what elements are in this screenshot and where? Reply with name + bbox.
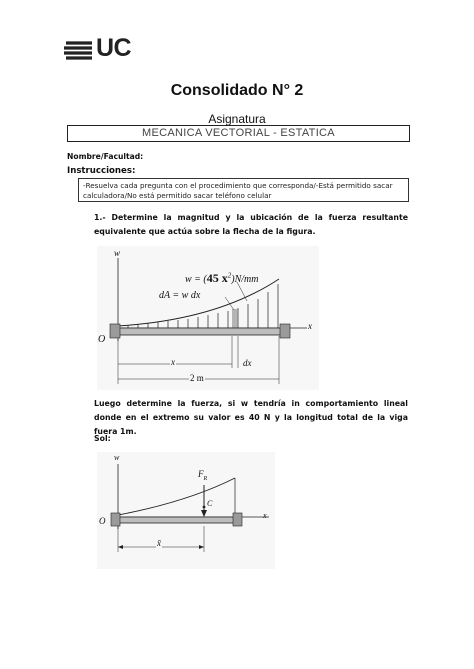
x-axis-label: x: [308, 321, 312, 331]
course-name-box: MECANICA VECTORIAL - ESTATICA: [67, 125, 410, 142]
question-1-followup: Luego determine la fuerza, si w tendría in comportamiento lineal donde en el extremo su valor es 40 N y la longitud total de la viga fuera 1m.: [94, 399, 408, 436]
subject-label: Asignatura: [208, 112, 266, 126]
w-axis-label: w: [114, 453, 120, 462]
dimension-x-label: x: [171, 357, 175, 367]
instructions-label: Instrucciones:: [67, 166, 136, 176]
w-axis-label: w: [114, 248, 121, 258]
logo-text: UC: [96, 34, 132, 62]
uc-logo-icon: [62, 37, 96, 63]
solution-label: Sol:: [94, 434, 111, 443]
figure-1-distributed-load: [97, 246, 319, 390]
dA-equation: dA = w dx: [159, 290, 201, 301]
dimension-dx-label: dx: [243, 358, 252, 368]
dimension-total-label: 2 m: [190, 373, 204, 383]
page-title: Consolidado N° 2: [170, 82, 304, 99]
instructions-box: -Resuelva cada pregunta con el procedimiento que corresponda/-Está permitido sacar calculadora/No está permitido sacar teléfono celular: [78, 178, 409, 202]
centroid-label: C: [207, 499, 213, 508]
resultant-force-label: $F_R$: [198, 469, 208, 482]
name-faculty-label: Nombre/Facultad:: [67, 152, 144, 161]
xbar-dimension-label: x̄: [157, 538, 161, 548]
figure-2-resultant-force: [97, 452, 275, 569]
load-equation: w = (45 $x^2)N/mm$: [185, 271, 259, 285]
origin-label: O: [99, 516, 106, 526]
x-axis-label: x: [263, 511, 267, 520]
question-1-text: 1.- Determine la magnitud y la ubicación de la fuerza resultante equivalente que actúa sobre la flecha de la figura.: [94, 213, 408, 236]
origin-label: O: [98, 334, 106, 345]
